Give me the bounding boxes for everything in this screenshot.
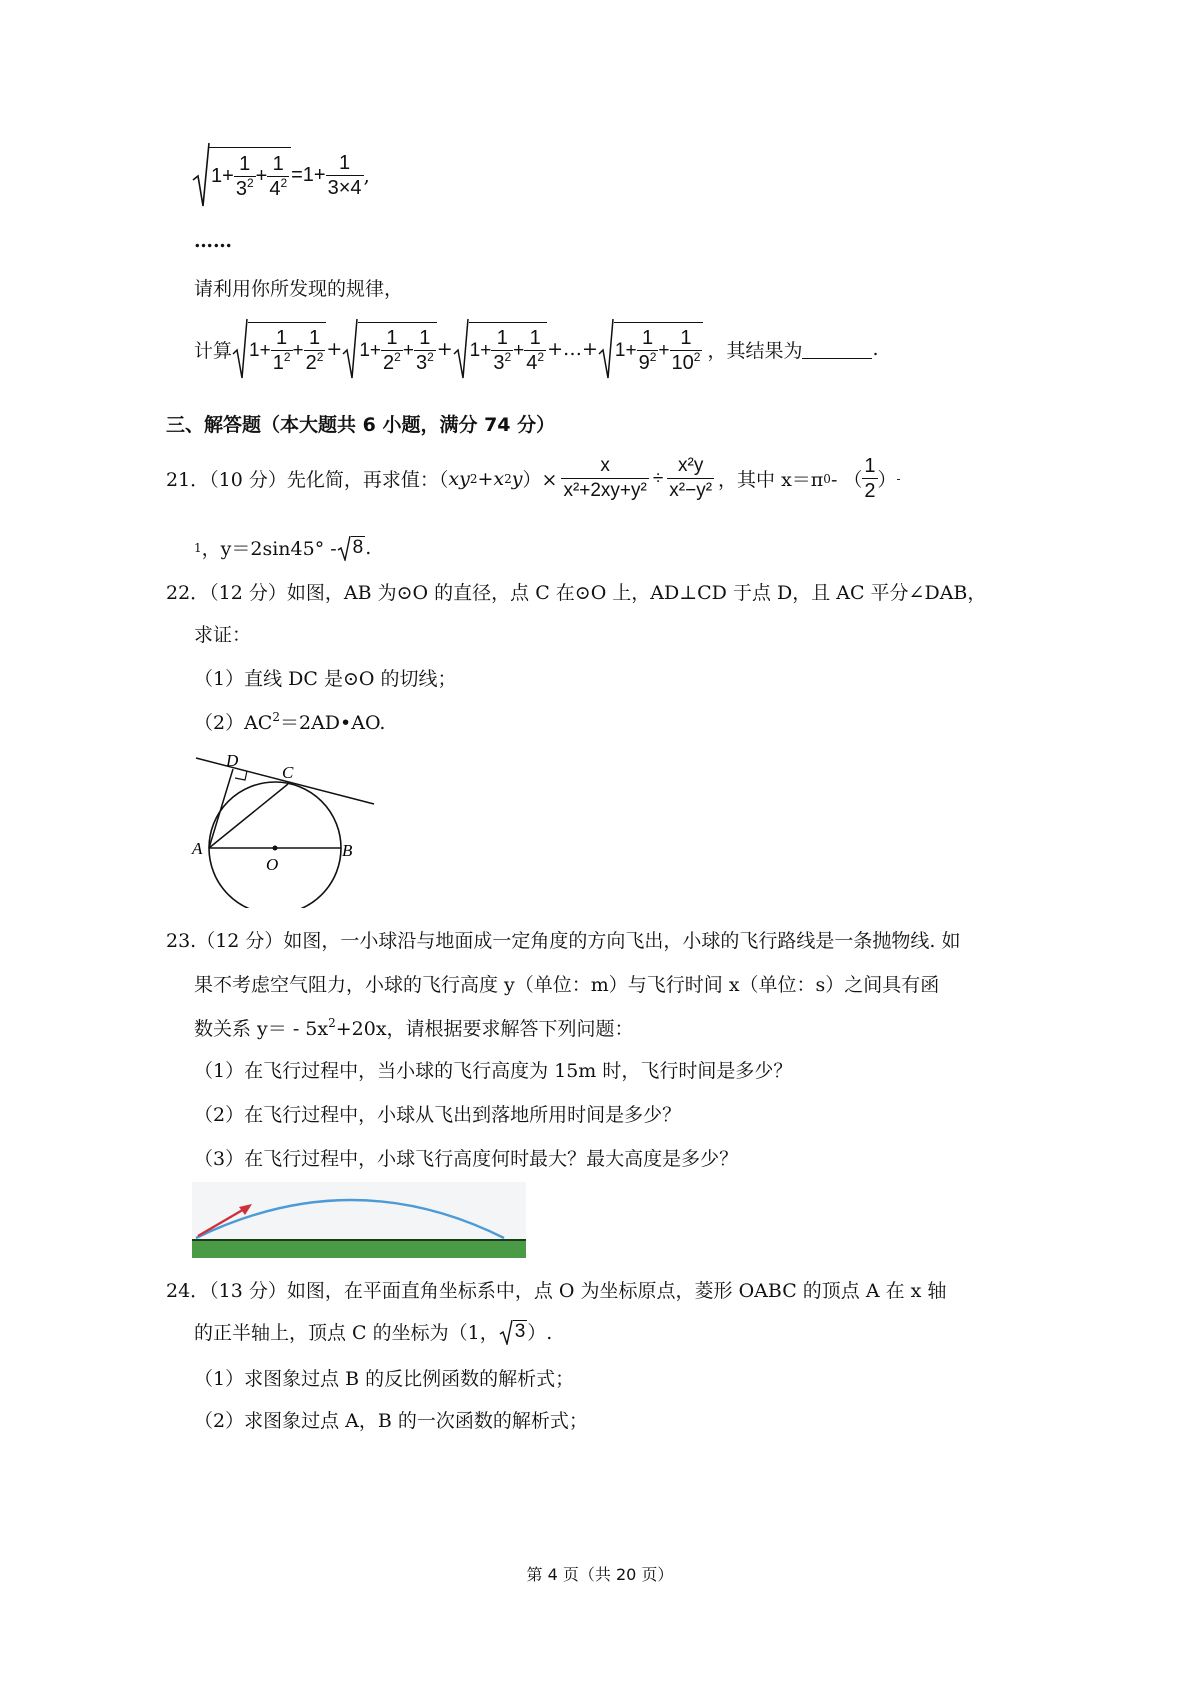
q21-where: ，其中 x＝π (718, 469, 824, 491)
radical-sign (598, 318, 614, 380)
page-footer: 第 4 页（共 20 页） (526, 1565, 674, 1584)
term-x: x (493, 467, 505, 490)
label-c: C (282, 763, 294, 782)
sqrt-term-2: 1+ $\frac{1}{2^2}$ + $\frac{1}{3^2}$ (358, 322, 436, 376)
segment-ad (209, 769, 233, 848)
label-o: O (266, 855, 279, 874)
q23-line1: 23.（12 分）如图，一小球沿与地面成一定角度的方向飞出，小球的飞行路线是一条抛物线. 如 (166, 930, 961, 952)
parabola-figure (192, 1182, 526, 1258)
answer-blank (802, 340, 872, 359)
label-a: A (192, 839, 203, 858)
circle-o (209, 782, 341, 908)
fraction-half: $\frac{1}{2}$ (864, 455, 876, 502)
sqrt-term-last: 1+ $\frac{1}{9^2}$ + $\frac{1}{10^2}$ (614, 322, 704, 376)
close-paren: ） (877, 469, 897, 491)
q24-line1: 24．（13 分）如图，在平面直角坐标系中，点 O 为坐标原点，菱形 OABC 的顶点 A 在 x 轴 (166, 1280, 947, 1302)
segment-ac (209, 784, 288, 848)
sqrt-term-1: 1+ $\frac{1}{1^2}$ + $\frac{1}{2^2}$ (248, 322, 326, 376)
calc-prefix: 计算 (194, 339, 233, 362)
q24-line2: 的正半轴上，顶点 C 的坐标为（1， 3 ）. (194, 1318, 552, 1345)
q21-head: 21．（10 分）先化简，再求值：（ (166, 469, 449, 491)
minus-open: - （ (830, 469, 863, 491)
term-y: y (511, 467, 523, 490)
term-one: 1+ (211, 165, 234, 187)
q22-line1: 22．（12 分）如图，AB 为⊙O 的直径，点 C 在⊙O 上，AD⊥CD 于点 D，且 AC 平分∠DAB， (166, 582, 987, 604)
term-xy: xy (448, 467, 470, 490)
radical-sign (499, 1319, 513, 1345)
radicand-3: 3 (514, 1321, 526, 1342)
times-sign: ）× (522, 469, 558, 491)
calc-expression: 计算 1+ $\frac{1}{1^2}$ + $\frac{1}{2^2}$ + 1+ $\frac{1}{2^2}$ + $\frac{1}{3^2}$ + 1+ $\frac{1}{3^2}$ + $\frac{1}{4^2}$ +…+ 1+ $\frac{1}{9^2}$ + $\frac{1}{10^2}$ ，其结果为 . (194, 318, 879, 380)
section-title: 三、解答题（本大题共 6 小题，满分 74 分） (166, 414, 556, 436)
fraction-1-over-4sq: $\frac{1}{4^2}$ (269, 153, 288, 200)
formula-line (192, 142, 370, 208)
center-dot (273, 846, 278, 851)
radical-sign (232, 318, 248, 380)
q24-item1: （1）求图象过点 B 的反比例函数的解析式； (194, 1368, 575, 1390)
label-b: B (342, 841, 353, 860)
q23-line3: 数关系 $y= - 5x^2+20x$，请根据要求解答下列问题： (194, 1016, 634, 1040)
fraction-1-over-3sq: $\frac{1}{3^2}$ (235, 153, 254, 200)
q23-line2: 果不考虑空气阻力，小球的飞行高度 y（单位：m）与飞行时间 x（单位：s）之间具有函 (194, 974, 940, 996)
q23-item3: （3）在飞行过程中，小球飞行高度何时最大？最大高度是多少？ (194, 1148, 739, 1170)
radicand-8: 8 (352, 537, 364, 558)
radical-sign (337, 535, 351, 561)
plus-sign: + (255, 165, 268, 187)
ground-strip (192, 1240, 526, 1258)
circle-tangent-figure (190, 748, 390, 908)
label-d: D (226, 751, 239, 770)
q21-y-def: ，y＝2sin45° - (201, 538, 337, 560)
q22-item1: （1）直线 DC 是⊙O 的切线； (194, 668, 457, 690)
ellipsis: …… (194, 230, 232, 252)
q23-item2: （2）在飞行过程中，小球从飞出到落地所用时间是多少？ (194, 1104, 682, 1126)
calc-suffix: ，其结果为 (707, 339, 803, 362)
radical-sign (342, 318, 358, 380)
instruction-text: 请利用你所发现的规律， (194, 278, 404, 300)
q22-item2: $(2)AC^2=2AD•AO$. (194, 710, 386, 734)
radical-sign (453, 318, 469, 380)
divide-sign: ÷ (652, 467, 664, 489)
period: . (872, 338, 879, 360)
radical-sign (192, 142, 210, 208)
q21-line1: 21．（10 分）先化简，再求值：（ xy 2 + x 2 y ）× $\frac{x}{\text{x²+2xy+y²}}$ ÷ $\frac{\text{x²y}}{\text{x²−y²}}$ ，其中 x＝π 0 - （ $\frac{1}{2}$ ） - (166, 455, 901, 502)
q21-fraction-2: $\frac{\text{x²y}}{\text{x²−y²}}$ (669, 455, 713, 501)
plus-sign: + (477, 467, 494, 490)
right-angle-mark (235, 771, 247, 780)
fraction-1-over-3x4: $\frac{1}{3\times 4}$ (327, 151, 362, 199)
period: . (365, 536, 372, 559)
q22-line2: 求证： (194, 624, 252, 646)
q23-item1: （1）在飞行过程中，当小球的飞行高度为 15m 时，飞行时间是多少？ (194, 1060, 793, 1082)
comma: , (363, 163, 370, 187)
sqrt-term-3: 1+ $\frac{1}{3^2}$ + $\frac{1}{4^2}$ (469, 322, 547, 376)
q24-item2: （2）求图象过点 A，B 的一次函数的解析式； (194, 1410, 588, 1432)
q21-line2: 1 ，y＝2sin45° - 8 . (194, 534, 371, 561)
q21-fraction-1: $\frac{x}{\text{x²+2xy+y²}}$ (563, 455, 647, 501)
equals-one-plus: =1+ (291, 163, 326, 186)
